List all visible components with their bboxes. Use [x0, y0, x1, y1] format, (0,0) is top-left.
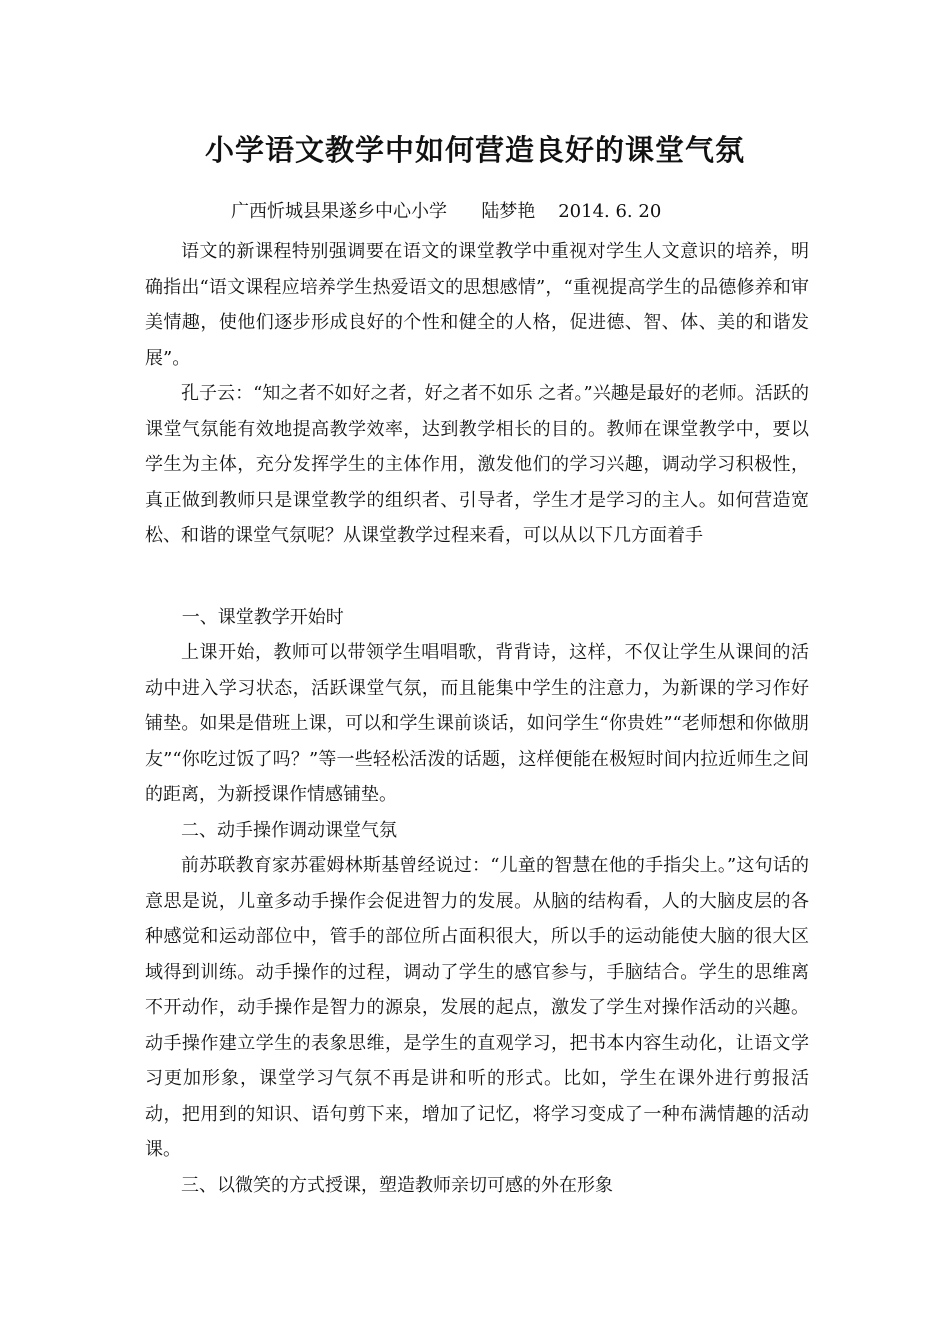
intro-paragraph-2: 孔子云：“知之者不如好之者，好之者不如乐 之者。”兴趣是最好的老师。活跃的课堂气氛能有效地提高教学效率，达到教学相长的目的。教师在课堂教学中，要以学生为主体，充分发挥学生的主体作用，激发他们的学习兴趣，调动学习积极性，真正做到教师只是课堂教学的组织者、引导者，学生才是学习的主人。如何营造宽松、和谐的课堂气氛呢？从课堂教学过程来看，可以从以下几方面着手 [145, 383, 809, 546]
document-body [145, 234, 809, 1203]
section-spacer [145, 554, 809, 600]
section-heading-2: 二、动手操作调动课堂气氛 [181, 819, 397, 841]
intro-paragraph-1: 语文的新课程特别强调要在语文的课堂教学中重视对学生人文意识的培养，明确指出“语文课程应培养学生热爱语文的思想感情”，“重视提高学生的品德修养和审美情趣，使他们逐步形成良好的个性和健全的人格，促进德、智、体、美的和谐发展”。 [145, 241, 809, 369]
document-title: 小学语文教学中如何营造良好的课堂气氛 [204, 133, 745, 167]
section-1-paragraph-1: 上课开始，教师可以带领学生唱唱歌，背背诗，这样，不仅让学生从课间的活动中进入学习状态，活跃课堂气氛，而且能集中学生的注意力，为新课的学习作好铺垫。如果是借班上课，可以和学生课前谈话，如问学生“你贵姓”“老师想和你做朋友”“你吃过饭了吗？”等一些轻松活泼的话题，这样便能在极短时间内拉近师生之间的距离，为新授课作情感铺垫。 [145, 642, 809, 805]
author-byline: 广西忻城县果遂乡中心小学 陆梦艳 2014. 6. 20 [231, 201, 662, 222]
section-2-paragraph-1: 前苏联教育家苏霍姆林斯基曾经说过：“儿童的智慧在他的手指尖上。”这句话的意思是说，儿童多动手操作会促进智力的发展。从脑的结构看，人的大脑皮层的各种感觉和运动部位中，管手的部位所占面积很大，所以手的运动能使大脑的很大区域得到训练。动手操作的过程，调动了学生的感官参与，手脑结合。学生的思维离不开动作，动手操作是智力的源泉，发展的起点，激发了学生对操作活动的兴趣。动手操作建立学生的表象思维，是学生的直观学习，把书本内容生动化，让语文学习更加形象，课堂学习气氛不再是讲和听的形式。比如，学生在课外进行剪报活动，把用到的知识、语句剪下来，增加了记忆，将学习变成了一种布满情趣的活动课。 [145, 855, 809, 1160]
section-heading-3: 三、以微笑的方式授课，塑造教师亲切可感的外在形象 [181, 1174, 613, 1196]
section-heading-1: 一、课堂教学开始时 [181, 606, 344, 628]
